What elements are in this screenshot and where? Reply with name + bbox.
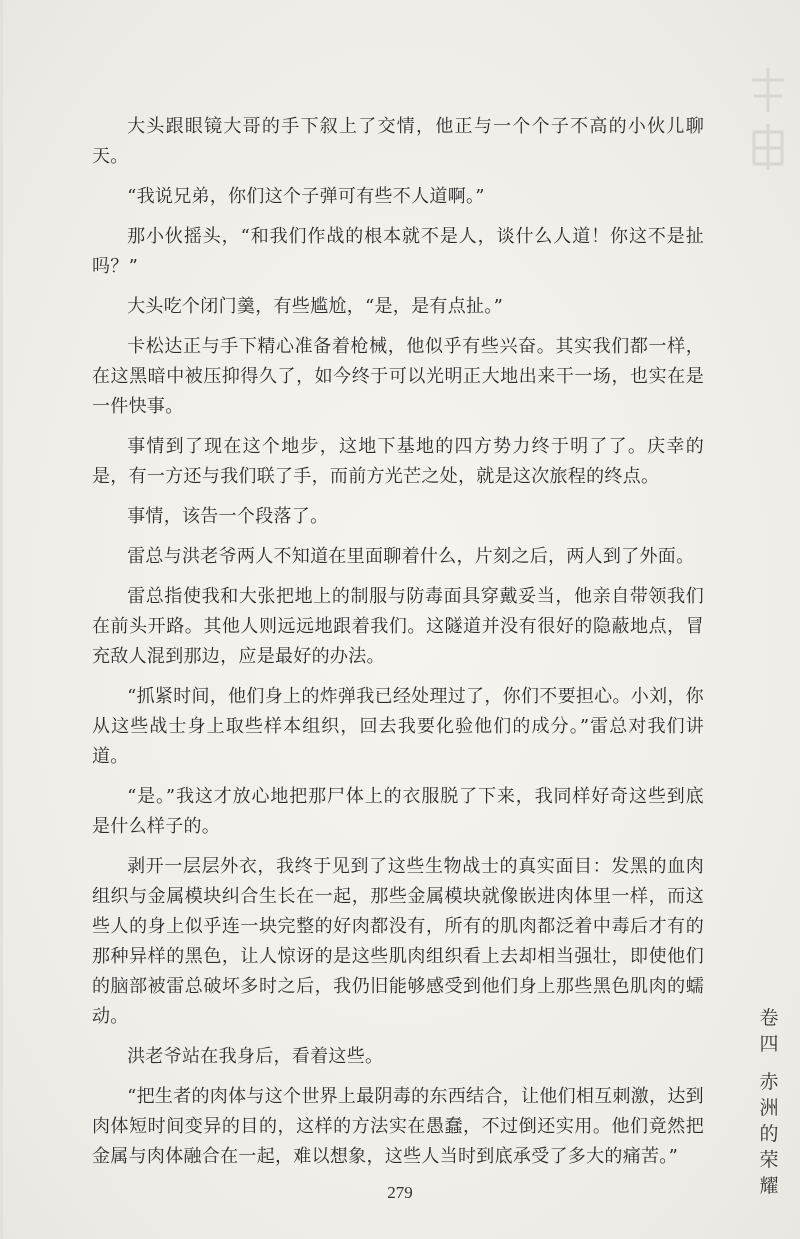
paragraph: 卡松达正与手下精心准备着枪械，他似乎有些兴奋。其实我们都一样，在这黑暗中被压抑得久了，如今终于可以光明正大地出来干一场，也实在是一件快事。 bbox=[92, 336, 704, 417]
paragraph: 事情，该告一个段落了。 bbox=[127, 506, 329, 527]
running-section-title bbox=[757, 1005, 781, 1199]
paragraph: 那小伙摇头，“和我们作战的根本就不是人，谈什么人道！你这不是扯吗？” bbox=[92, 226, 704, 277]
paragraph: “把生者的肉体与这个世界上最阴毒的东西结合，让他们相互刺激，达到肉体短时间变异的目的，这样的方法实在愚蠢，不过倒还实用。他们竟然把金属与肉体融合在一起，难以想象，这些人当时到底承受了多大的痛苦。” bbox=[92, 1086, 704, 1167]
paragraph: 雷总与洪老爷两人不知道在里面聊着什么，片刻之后，两人到了外面。 bbox=[127, 546, 695, 567]
watermark-glyph-icon bbox=[742, 60, 794, 180]
page-gutter bbox=[0, 0, 3, 1239]
page-number: 279 bbox=[387, 1183, 413, 1202]
section-name: 赤洲的荣耀 bbox=[759, 1071, 779, 1197]
paragraph: 剥开一层层外衣，我终于见到了这些生物战士的真实面目：发黑的血肉组织与金属模块纠合生长在一起，那些金属模块就像嵌进肉体里一样，而这些人的身上似乎连一块完整的好肉都没有，所有的肌肉都泛着中毒后才有的那种异样的黑色，让人惊讶的是这些肌肉组织看上去却相当强壮，即使他们的脑部被雷总破坏多时之后，我仍旧能够感受到他们身上那些黑色肌肉的蠕动。 bbox=[92, 856, 704, 1027]
paragraph: “抓紧时间，他们身上的炸弹我已经处理过了，你们不要担心。小刘，你从这些战士身上取些样本组织，回去我要化验他们的成分。”雷总对我们讲道。 bbox=[92, 686, 704, 767]
faint-watermark-mark bbox=[742, 60, 794, 180]
body-text bbox=[92, 112, 704, 1182]
paragraph: 雷总指使我和大张把地上的制服与防毒面具穿戴妥当，他亲自带领我们在前头开路。其他人则远远地跟着我们。这隧道并没有很好的隐蔽地点，冒充敌人混到那边，应是最好的办法。 bbox=[92, 586, 704, 667]
paragraph: 大头跟眼镜大哥的手下叙上了交情，他正与一个个子不高的小伙儿聊天。 bbox=[92, 116, 704, 167]
paragraph: “是。”我这才放心地把那尸体上的衣服脱了下来，我同样好奇这些到底是什么样子的。 bbox=[92, 786, 704, 837]
paragraph: 事情到了现在这个地步，这地下基地的四方势力终于明了了。庆幸的是，有一方还与我们联了手，而前方光芒之处，就是这次旅程的终点。 bbox=[92, 436, 704, 487]
paragraph: “我说兄弟，你们这个子弹可有些不人道啊。” bbox=[127, 186, 485, 207]
paragraph: 大头吃个闭门羹，有些尴尬，“是，是有点扯。” bbox=[127, 296, 504, 317]
volume-label: 卷四 bbox=[759, 1007, 779, 1055]
paragraph: 洪老爷站在我身后，看着这些。 bbox=[127, 1046, 384, 1067]
